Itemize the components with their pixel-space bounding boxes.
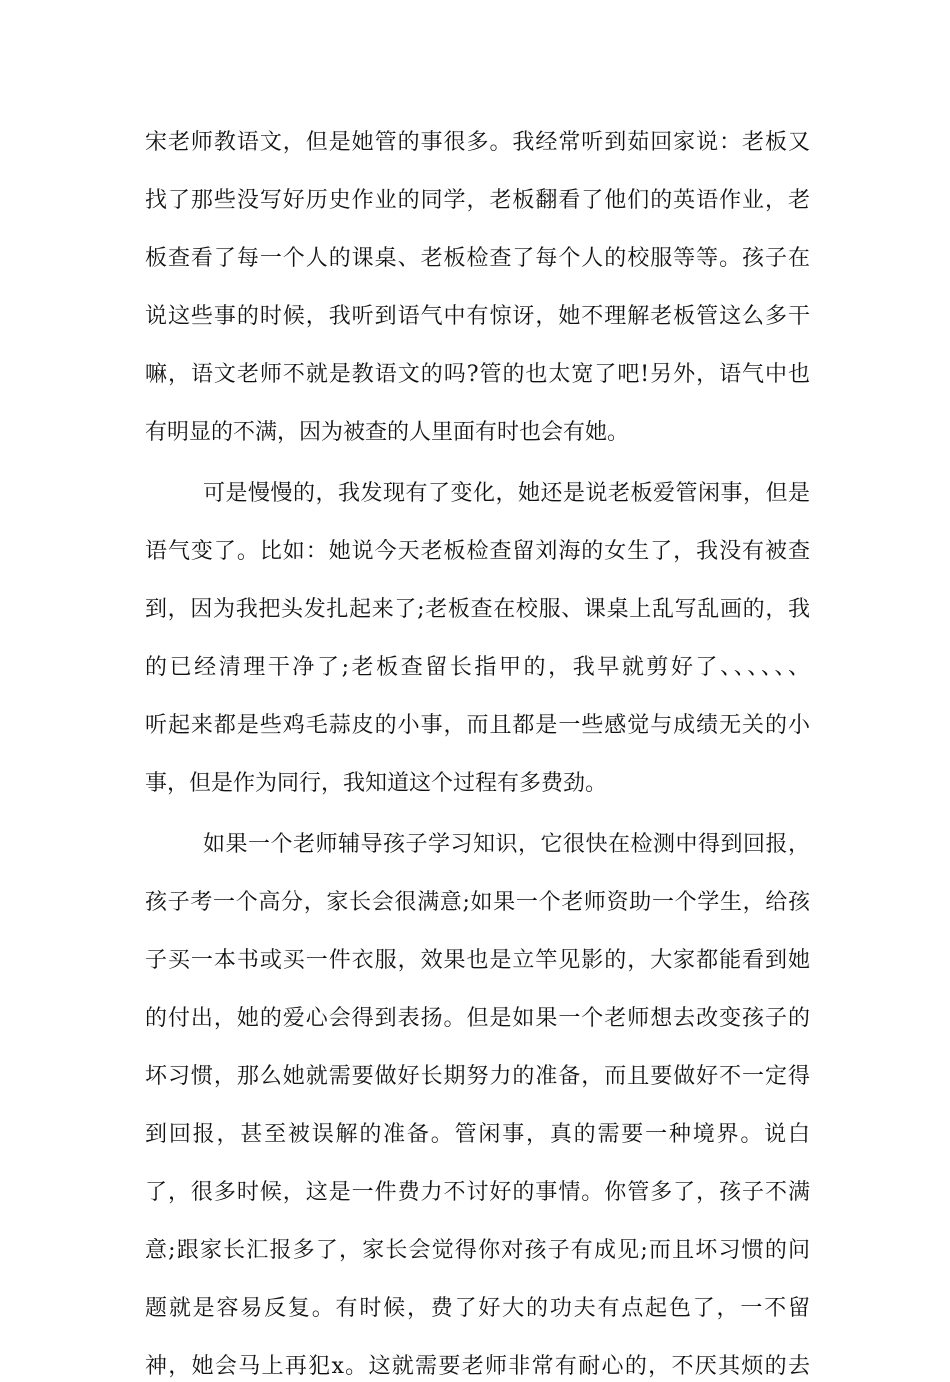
paragraph-3-line-8: 意;跟家长汇报多了，家长会觉得你对孩子有成见;而且坏习惯的问 [145,1238,810,1263]
paragraph-2-line-3: 到，因为我把头发扎起来了;老板查在校服、课桌上乱写乱画的，我 [145,597,810,622]
paragraph-3-line-9: 题就是容易反复。有时候，费了好大的功夫有点起色了，一不留 [145,1296,810,1321]
paragraph-3-line-4: 的付出，她的爱心会得到表扬。但是如果一个老师想去改变孩子的 [145,1006,810,1031]
paragraph-1-line-2: 找了那些没写好历史作业的同学，老板翻看了他们的英语作业，老 [145,188,810,213]
paragraph-2-line-2: 语气变了。比如：她说今天老板检查留刘海的女生了，我没有被查 [145,539,810,564]
paragraph-2-line-6: 事，但是作为同行，我知道这个过程有多费劲。 [145,771,608,796]
paragraph-3-line-1: 如果一个老师辅导孩子学习知识，它很快在检测中得到回报， [203,832,810,857]
paragraph-3-line-7: 了，很多时候，这是一件费力不讨好的事情。你管多了，孩子不满 [145,1180,810,1205]
paragraph-3-line-5: 坏习惯，那么她就需要做好长期努力的准备，而且要做好不一定得 [145,1064,810,1089]
paragraph-2-line-4: 的已经清理干净了;老板查留长指甲的，我早就剪好了、、、、、、 [145,655,810,680]
paragraph-3-line-3: 子买一本书或买一件衣服，效果也是立竿见影的，大家都能看到她 [145,948,810,973]
paragraph-1-line-6: 有明显的不满，因为被查的人里面有时也会有她。 [145,420,630,445]
paragraph-1-line-4: 说这些事的时候，我听到语气中有惊讶，她不理解老板管这么多干 [145,304,810,329]
paragraph-2-line-5: 听起来都是些鸡毛蒜皮的小事，而且都是一些感觉与成绩无关的小 [145,713,810,738]
paragraph-1-line-1: 宋老师教语文，但是她管的事很多。我经常听到茹回家说：老板又 [145,130,810,155]
paragraph-2-line-1: 可是慢慢的，我发现有了变化，她还是说老板爱管闲事，但是 [203,481,810,506]
paragraph-1-line-3: 板查看了每一个人的课桌、老板检查了每个人的校服等等。孩子在 [145,246,810,271]
paragraph-3-line-2: 孩子考一个高分，家长会很满意;如果一个老师资助一个学生，给孩 [145,890,810,915]
paragraph-1-line-5: 嘛，语文老师不就是教语文的吗?管的也太宽了吧!另外，语气中也 [145,362,810,387]
paragraph-3-line-10: 神，她会马上再犯x。这就需要老师非常有耐心的，不厌其烦的去 [145,1354,810,1379]
paragraph-3-line-6: 到回报，甚至被误解的准备。管闲事，真的需要一种境界。说白 [145,1122,810,1147]
